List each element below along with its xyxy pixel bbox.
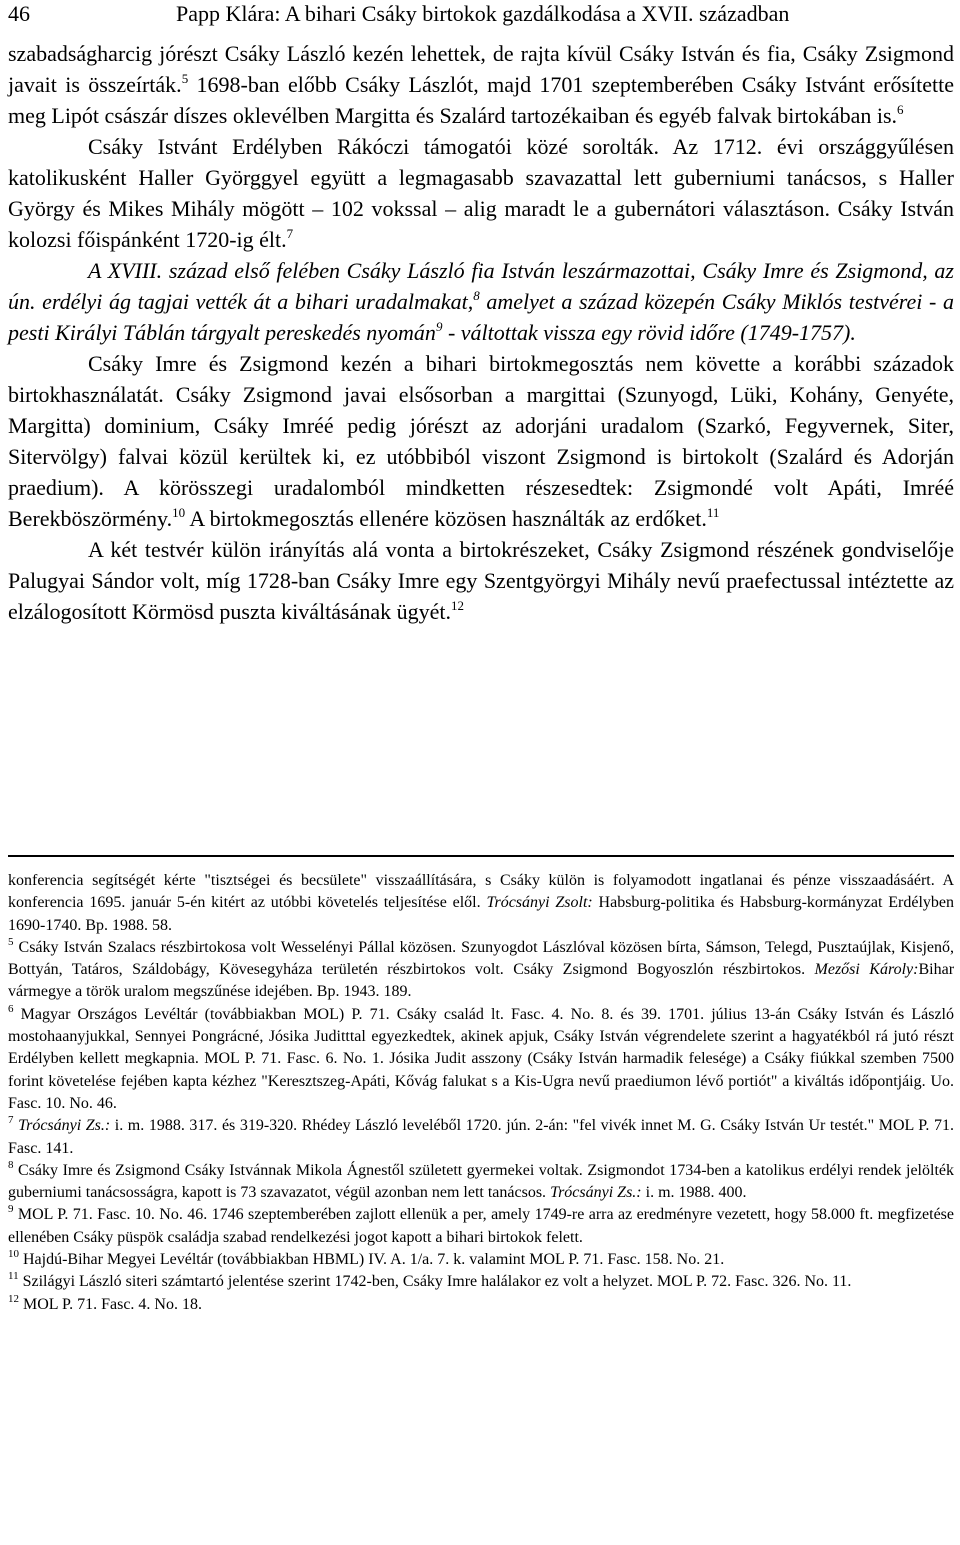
- footnote-ref-7[interactable]: 7: [286, 226, 294, 241]
- footnote-continued: [8, 870, 954, 937]
- footnote-7: [8, 1115, 954, 1160]
- footnote-number: 11: [8, 1270, 19, 1283]
- page-number: 46: [8, 1, 30, 26]
- footnote-number: 8: [8, 1158, 14, 1171]
- footnote-ref-5[interactable]: 5: [181, 71, 189, 86]
- paragraph-5: [8, 534, 954, 627]
- footnote-number: 10: [8, 1248, 19, 1261]
- paragraph-text: Csáky Imre és Zsigmond kezén a bihari birtokmegosztás nem követte a korábbi századok birtokhasználatát. Csáky Zsigmond javai elsősorban a margittai (Szunyogd, Lüki, Kohány, Genyéte, Margitta) dominium, Csáky Imréé pedig jórészt az adorjáni uradalom (Szarkó, Fegyvernek, Siter, Sitervölgy) falvai közül kerültek ki, ez utóbbiból viszont Zsigmond is birtokolt (Szalárd és Adorján praedium). A körösszegi uradalomból mindketten részesedtek: Zsigmondé volt Apáti, Imréé Berekböszörmény.: [8, 351, 954, 531]
- footnote-ref-10[interactable]: 10: [172, 505, 186, 520]
- footnote-author: Trócsányi Zsolt:: [486, 894, 593, 912]
- paragraph-4: [8, 348, 954, 534]
- page-header: [8, 0, 954, 28]
- paragraph-text: A két testvér külön irányítás alá vonta a birtokrészeket, Csáky Zsigmond részének gondviselője Palugyai Sándor volt, míg 1728-ban Csáky Imre egy Szentgyörgyi Mihály nevű praefectussal intéztette az elzálogosított Körmösd puszta kiváltásának ügyét.: [8, 537, 954, 624]
- footnote-text: i. m. 1988. 400.: [641, 1184, 747, 1202]
- footnote-number: 12: [8, 1292, 19, 1305]
- running-title: Papp Klára: A bihari Csáky birtokok gazdálkodása a XVII. században: [176, 1, 790, 26]
- footnote-number: 6: [8, 1002, 14, 1015]
- footnote-text: Szilágyi László siteri számtartó jelentése szerint 1742-ben, Csáky Imre halálakor ez volt a helyzet. MOL P. 72. Fasc. 326. No. 11.: [18, 1273, 852, 1291]
- footnote-text: konferencia segítségét kérte "tisztségei és becsülete" visszaállítására, s Csáky külön is folyamodott ingatlanai és pénze visszaadásáért. A konferencia 1695. január 5-én kitért az utóbbi követelés teljesítése elől.: [8, 872, 954, 912]
- footnote-ref-6[interactable]: 6: [897, 102, 904, 117]
- footnote-text: Bihar vármegye a török uralom megszűnése idejében. Bp. 1943. 189.: [8, 961, 955, 1001]
- footnote-separator: [8, 855, 954, 857]
- footnote-8: [8, 1160, 954, 1205]
- footnote-author: Trócsányi Zs.:: [550, 1184, 642, 1202]
- footnote-ref-9[interactable]: 9: [435, 319, 443, 334]
- paragraph-text: Csáky Istvánt Erdélyben Rákóczi támogatói közé sorolták. Az 1712. évi országgyűlésen katolikusként Haller Györggyel együtt a legmagasabb szavazattal lett guberniumi tanácsos, s Haller György és Mikes Mihály mögött – 102 vokssal – alig maradt le a gubernátori választáson. Csáky István kolozsi főispánként 1720-ig élt.: [8, 134, 954, 252]
- footnote-text: i. m. 1988. 317. és 319-320. Rhédey László leveléből 1720. jún. 2-án: "fel vivék innet M. G. Csáky István Ur testét." MOL P. 71. Fasc. 141.: [8, 1117, 955, 1157]
- footnote-number: 5: [8, 935, 14, 948]
- footnote-5: [8, 937, 954, 1004]
- main-text: [8, 38, 954, 627]
- paragraph-text: A XVIII. század első felében Csáky László fia István leszármazottai, Csáky Imre és Zsigmond, az ún. erdélyi ág tagjai vették át a bihari uradalmakat,: [8, 258, 954, 314]
- footnote-author: Mezősi Károly:: [814, 961, 919, 979]
- footnote-text: Csáky István Szalacs részbirtokosa volt Wesselényi Pállal közösen. Szunyogdot Lászlóval közösen bírta, Sámson, Telegd, Pusztaújlak, Kisjenő, Bottyán, Tatáros, Száldobágy, Kövesegyháza területén részbirtokos volt. Csáky Zsigmond Bogyoszlón részbirtokos.: [8, 938, 954, 979]
- footnote-text: Magyar Országos Levéltár (továbbiakban MOL) P. 71. Csáky család lt. Fasc. 4. No. 8. és 39. 1701. július 13-án Csáky István és László mostohaanyjukkal, Sennyei Pongrácné, Jósika Juditttal egyezkedtek, akinek apjuk, Csáky István végrendelete szerint a hagyatékból rá jutó részt Erdélyben kellett megkapnia. MOL P. 71. Fasc. 6. No. 1. Jósika Judit asszony (Csáky István harmadik felesége) a Csáky fiúkkal szemben 7500 forint követelése fejében kapta kézhez "Keresztszeg-Apáti, Kővág falukat s a Kis-Ugra nevű praediumon lévő portiót" a kiváltás időpontjáig. Uo. Fasc. 10. No. 46.: [8, 1005, 954, 1112]
- footnote-text: Habsburg-politika és Habsburg-kormányzat Erdélyben 1690-1740. Bp. 1988. 58.: [8, 894, 954, 934]
- footnote-ref-11[interactable]: 11: [706, 505, 720, 520]
- footnote-12: [8, 1294, 954, 1316]
- paragraph-text: szabadságharcig jórészt Csáky László kezén lehettek, de rajta kívül Csáky István és fia, Csáky Zsigmond javait is összeírták.: [8, 41, 954, 97]
- footnote-number: 9: [8, 1203, 14, 1216]
- footnote-text: MOL P. 71. Fasc. 4. No. 18.: [19, 1295, 202, 1313]
- paragraph-text: - váltottak vissza egy rövid időre (1749-1757).: [442, 320, 856, 345]
- footnotes: [8, 870, 954, 1316]
- footnote-10: [8, 1249, 954, 1271]
- footnote-author: Trócsányi Zs.:: [18, 1117, 111, 1135]
- paragraph-3: [8, 255, 954, 348]
- paragraph-2: [8, 131, 954, 255]
- paragraph-text: A birtokmegosztás ellenére közösen használták az erdőket.: [185, 506, 707, 531]
- footnote-ref-12[interactable]: 12: [450, 598, 464, 613]
- footnote-11: [8, 1271, 954, 1293]
- paragraph-text: 1698-ban előbb Csáky Lászlót, majd 1701 szeptemberében Csáky Istvánt erősítette meg Lipót császár díszes oklevélben Margitta és Szalárd tartozékaiban és egyéb falvak birtokában is.: [8, 72, 954, 128]
- footnote-number: 7: [8, 1114, 14, 1127]
- footnote-9: [8, 1204, 954, 1249]
- footnote-ref-8[interactable]: 8: [473, 288, 480, 303]
- paragraph-text: amelyet a század közepén Csáky Miklós testvérei - a pesti Királyi Táblán tárgyalt pereskedés nyomán: [8, 289, 954, 345]
- footnote-6: [8, 1004, 954, 1115]
- paragraph-1: [8, 38, 954, 131]
- footnote-text: Csáky Imre és Zsigmond Csáky Istvánnak Mikola Ágnestől született gyermekei voltak. Zsigmondot 1734-ben a katolikus erdélyi rendek jelölték guberniumi tanácsosságra, kapott is 73 szavazatot, végül azonban nem lett tanácsos.: [8, 1161, 954, 1202]
- footnote-text: Hajdú-Bihar Megyei Levéltár (továbbiakban HBML) IV. A. 1/a. 7. k. valamint MOL P. 71. Fasc. 158. No. 21.: [19, 1251, 725, 1269]
- footnote-text: MOL P. 71. Fasc. 10. No. 46. 1746 szeptemberében zajlott ellenük a per, amely 1749-re arra az eredményre vezetett, hogy 58.000 ft. megfizetése ellenében Csáky püspök családja szabad rendelkezési jogot kapott a bihari birtokok felett.: [8, 1206, 954, 1246]
